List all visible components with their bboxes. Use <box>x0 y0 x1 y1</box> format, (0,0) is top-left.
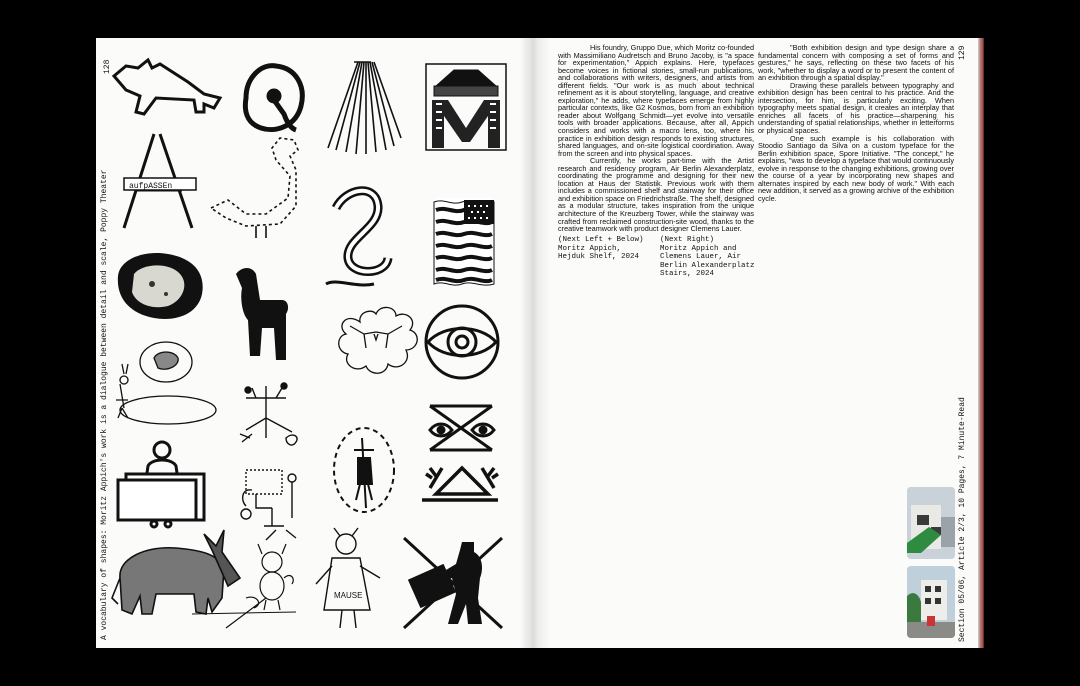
letter-q-icon <box>245 66 302 130</box>
eyes-x-icon <box>430 406 494 450</box>
caption-right-line-1: (Next Right) <box>660 236 715 244</box>
right-side-caption: Section 05/06, Article 2/3, 10 Pages, 7 Minute-Read <box>958 397 967 642</box>
crossed-figure-icon <box>404 538 502 628</box>
dotted-bird-icon <box>211 138 298 238</box>
caption-left-line-2: Moritz Appich, <box>558 244 622 253</box>
caption-left-line-3: Hejduk Shelf, 2024 <box>558 253 640 262</box>
eye-icon <box>426 306 498 378</box>
ladder-sign-text: aufpASSEn <box>129 182 173 191</box>
article-column-2 <box>758 44 954 202</box>
caption-right-line-2: Moritz Appich and <box>660 244 737 253</box>
flag-icon <box>434 198 494 285</box>
glyph-grid <box>96 38 533 648</box>
piglet-icon <box>246 544 293 610</box>
sun-bowl-icon <box>339 307 418 373</box>
building-m-icon <box>426 64 506 150</box>
column2-paragraph-3: One such example is his collaboration with Stoodio Santiago da Silva on a custom typeface for the Berlin exhibition space, Spore Initiative. "The concept," he explains, "was to develop a typeface that would continuously evolve in response to the changing exhibitions, growing over the course of a year by incorporating new shapes and alternates inspired by each new body of work." With each new addition, it served as a growing archive of the exhibition cycle. <box>758 133 954 203</box>
doll-figure-icon <box>316 528 380 628</box>
caption-next-left <box>558 236 653 262</box>
person-in-egg-icon <box>334 428 394 512</box>
page-number-left: 128 <box>103 59 112 74</box>
caption-left-line-1: (Next Left + Below) <box>558 236 644 244</box>
rays-icon <box>328 62 401 154</box>
column2-paragraph-2: Drawing these parallels between typography and exhibition design has been central to his practice. And the intersection, for him, is particularly exciting. When typography meets spatial design, it creates an interplay that enriches all facets of his practice—sharpening his understanding of spatial relationships, whether in letterforms or physical spaces. <box>758 80 954 136</box>
doll-word-text: MAUSE <box>334 591 363 600</box>
caption-right-line-4: Berlin Alexanderplatz <box>660 261 755 270</box>
building-facade-thumbnail <box>907 487 955 559</box>
ladder-a-icon <box>124 134 196 228</box>
caption-right-line-3: Clemens Lauer, Air <box>660 253 742 262</box>
page-number-right: 129 <box>958 45 967 60</box>
left-side-caption: A vocabulary of shapes: Moritz Appich's work is a dialogue between detail and scale, Poppy Theater <box>100 169 109 640</box>
rhino-icon <box>114 60 220 114</box>
snake-s-icon <box>326 191 388 285</box>
column1-paragraph-1: His foundry, Gruppo Due, which Moritz co-founded with Massimiliano Audretsch and Bruno Jacoby, is "a space for experimentation," Appich explains. Here, typefaces become voices in fictional stories, small-run publications, and collaborations with writers, designers, and artists from different fields. "Our work is as much about technical refinement as it is about storytelling, language, and creative exploration," he adds, where typefaces emerge from highly particular contexts, like G2 Kosmos, born from an exhibition reader about Wolfgang Schmidt—yet evolve into versatile tools with broader applications. Because, after all, Appich considers and works with a macro lens, too, where his practice in exhibition design responds to existing structures, shared languages, and on-site logistical coordination. Away from the screen and into physical spaces. <box>558 43 754 158</box>
donkey-icon <box>112 530 296 628</box>
thought-bubble-icon <box>116 342 216 424</box>
article-column-1 <box>558 44 754 233</box>
desk-person-icon <box>118 442 204 527</box>
machine-figure-icon <box>241 470 296 540</box>
column1-paragraph-2: Currently, he works part-time with the Artist research and residency program, Air Berlin Alexanderplatz, coordinating the programme and designing for their new location at Haus der Statistik. Previous work with them includes a commissioned shelf and stairway for their office and exhibition space on Friedrichstraße. The shelf, designed as a modular structure, takes inspiration from the unique architecture of the Kreuzberg Tower, while the stairway was crafted from reclaimed construction-site wood, thanks to the creative teamwork with product designer Clemens Lauer. <box>558 156 754 234</box>
column2-paragraph-1: "Both exhibition design and type design share a fundamental concern with composing a set of forms and gestures," he says, reflecting on these two facets of his work, "whether to display a word or to present the content of an exhibition through a spatial display." <box>758 43 954 83</box>
page-edge <box>978 38 984 648</box>
stairs-building-thumbnail <box>907 566 955 638</box>
caption-next-right <box>660 236 770 279</box>
tree-figure-icon <box>240 383 297 445</box>
chair-figure-icon <box>236 268 288 360</box>
stone-icon <box>118 253 203 319</box>
arrows-triangle-icon <box>422 468 498 500</box>
caption-right-line-5: Stairs, 2024 <box>660 270 715 279</box>
